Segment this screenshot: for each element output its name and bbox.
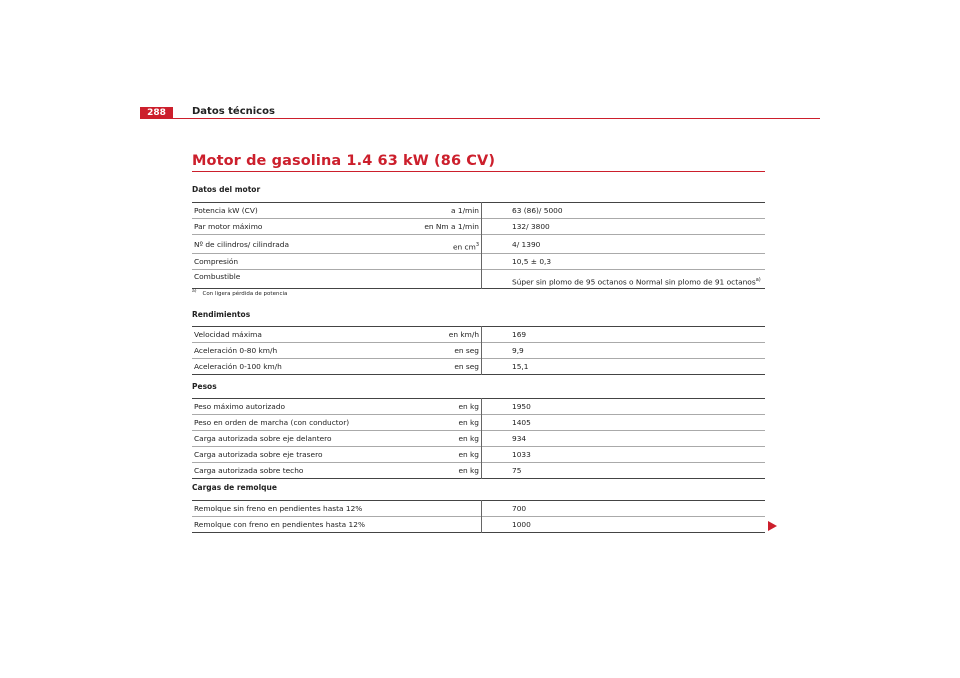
table-row (192, 399, 765, 415)
row-value: 934 (512, 434, 527, 443)
row-value: 15,1 (512, 362, 529, 371)
row-value: 4/ 1390 (512, 239, 541, 249)
row-unit: en seg (412, 359, 482, 375)
row-unit: en kg (412, 399, 482, 415)
row-unit (412, 517, 482, 533)
row-name: Velocidad máxima (194, 330, 262, 339)
row-value: 132/ 3800 (512, 222, 550, 231)
row-name: Remolque con freno en pendientes hasta 12% (194, 520, 365, 529)
row-name: Nº de cilindros/ cilindrada (194, 239, 290, 249)
page-number: 288 (140, 107, 173, 119)
row-name: Carga autorizada sobre eje trasero (194, 450, 323, 459)
row-name: Combustible (194, 272, 241, 281)
row-value: 1405 (512, 418, 531, 427)
table-row (192, 517, 765, 533)
trailer-heading: Cargas de remolque (192, 483, 277, 492)
row-unit: en kg (412, 415, 482, 431)
row-unit: en Nm a 1/min (412, 219, 482, 235)
trailer-table (192, 500, 765, 533)
engine-table (192, 202, 765, 289)
table-row (192, 270, 765, 289)
table-row (192, 447, 765, 463)
row-value: 169 (512, 330, 527, 339)
footnote: $^{a)}$ Con ligera pérdida de potencia (192, 289, 288, 297)
row-value: 700 (512, 504, 527, 513)
header-rule (140, 118, 820, 119)
row-value: 75 (512, 466, 522, 475)
page-title: Motor de gasolina 1.4 63 kW (86 CV) (192, 153, 496, 169)
row-name: Par motor máximo (194, 222, 263, 231)
row-unit: en kg (412, 447, 482, 463)
row-name: Carga autorizada sobre techo (194, 466, 304, 475)
performance-heading: Rendimientos (192, 310, 251, 319)
row-value: 1000 (512, 520, 531, 529)
row-unit (412, 254, 482, 270)
row-name: Peso máximo autorizado (194, 402, 286, 411)
table-row (192, 327, 765, 343)
row-unit (412, 501, 482, 517)
row-unit: en kg (412, 431, 482, 447)
weights-table (192, 398, 765, 479)
row-name: Potencia kW (CV) (194, 206, 258, 215)
row-value: Súper sin plomo de 95 octanos o Normal sin plomo de 91 octanos$^{a)}$ (512, 276, 761, 286)
footnote-mark: a) (192, 289, 197, 294)
row-name: Peso en orden de marcha (con conductor) (194, 418, 350, 427)
row-value: 10,5 ± 0,3 (512, 257, 552, 266)
row-name: Aceleración 0-80 km/h (194, 346, 278, 355)
row-name: Aceleración 0-100 km/h (194, 362, 282, 371)
row-unit: a 1/min (412, 203, 482, 219)
row-value: 63 (86)/ 5000 (512, 206, 563, 215)
row-value: 1950 (512, 402, 531, 411)
table-row (192, 431, 765, 447)
row-name: Compresión (194, 257, 239, 266)
row-name: Remolque sin freno en pendientes hasta 12% (194, 504, 363, 513)
row-value: 1033 (512, 450, 531, 459)
section-title: Datos técnicos (192, 106, 275, 117)
row-name: Carga autorizada sobre eje delantero (194, 434, 332, 443)
table-row (192, 203, 765, 219)
table-row (192, 359, 765, 375)
unit-superscript: 3 (475, 241, 479, 248)
row-unit: en kg (412, 463, 482, 479)
footnote-ref: a) (755, 276, 761, 283)
table-row (192, 415, 765, 431)
continue-arrow-icon (768, 521, 777, 531)
engine-heading: Datos del motor (192, 185, 261, 194)
table-row (192, 501, 765, 517)
table-row (192, 219, 765, 235)
row-unit: en km/h (412, 327, 482, 343)
title-rule (192, 171, 765, 172)
weights-heading: Pesos (192, 382, 217, 391)
table-row (192, 254, 765, 270)
row-unit: en seg (412, 343, 482, 359)
row-unit (412, 270, 482, 289)
table-row (192, 343, 765, 359)
table-row (192, 235, 765, 254)
row-value: 9,9 (512, 346, 524, 355)
row-unit: en $cm^3$ (412, 235, 482, 254)
performance-table (192, 326, 765, 375)
table-row (192, 463, 765, 479)
